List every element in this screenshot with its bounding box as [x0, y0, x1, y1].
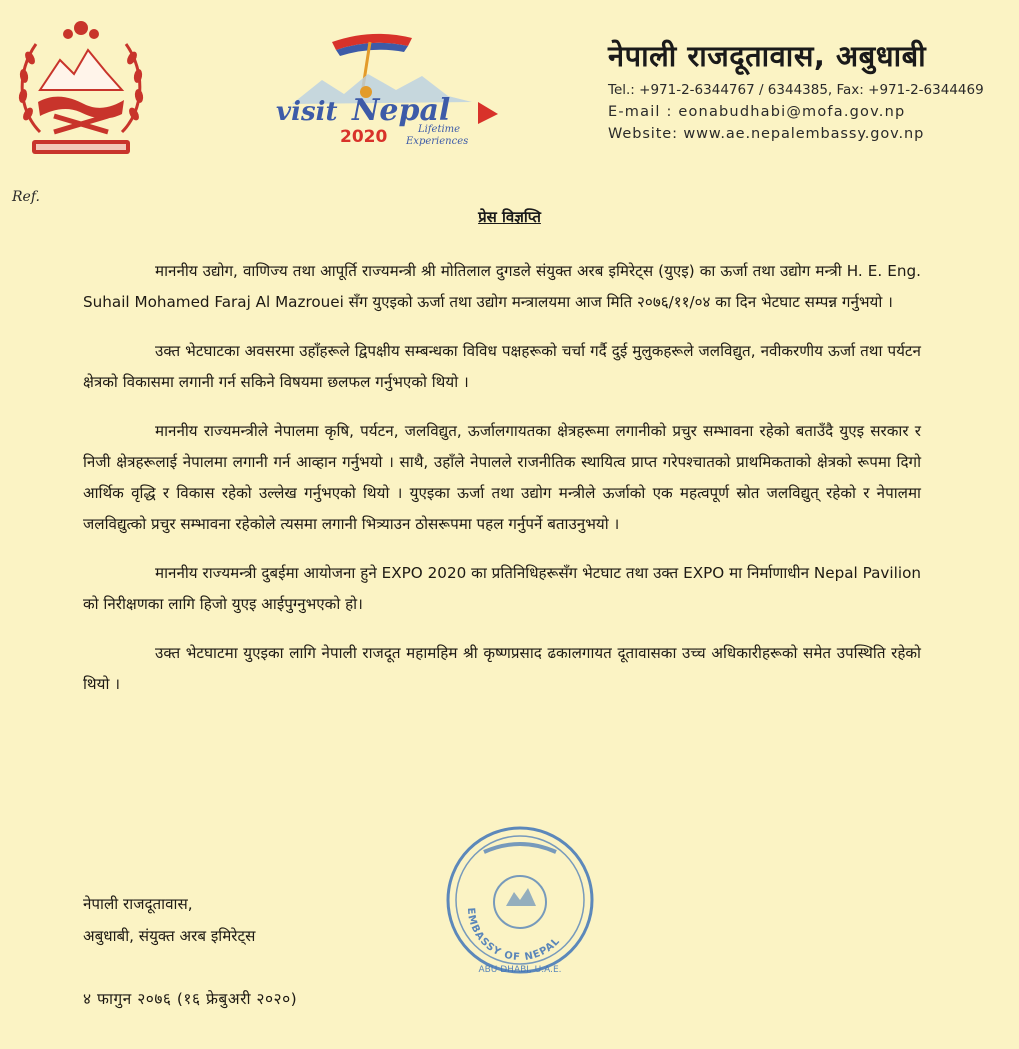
- embassy-header: [608, 36, 1008, 145]
- stamp-text-city: ABU DHABI, U.A.E.: [478, 965, 562, 975]
- paragraph-2: उक्त भेटघाटका अवसरमा उहाँहरूले द्विपक्षीय सम्बन्धका विविध पक्षहरूको चर्चा गर्दै दुई मुलुकहरूले जलविद्युत, नवीकरणीय ऊर्जा तथा पर्यटन क्षेत्रको विकासमा लगानी गर्न सकिने विषयमा छलफल गर्नुभएको थियो ।: [83, 342, 921, 391]
- paragraph-3: माननीय राज्यमन्त्रीले नेपालमा कृषि, पर्यटन, जलविद्युत, ऊर्जालगायतका क्षेत्रहरूमा लगानीको प्रचुर सम्भावना रहेको बताउँदै युएइ सरकार र निजी क्षेत्रहरूलाई नेपालमा लगानी गर्न आव्हान गर्नुभयो । साथै, उहाँले नेपालले राजनीतिक स्थायित्व प्राप्त गरेपश्चातको प्राथमिकताको क्षेत्रको रूपमा दिगो आर्थिक वृद्धि र विकास रहेको उल्लेख गर्नुभएको थियो । युएइका ऊर्जा तथा उद्योग मन्त्रीले ऊर्जाको एक महत्वपूर्ण स्रोत जलविद्युत् रहेको र नेपालमा जलविद्युत्को प्रचुर सम्भावना रहेकोले त्यसमा लगानी भित्र्याउन ठोसरूपमा पहल गर्नुपर्ने बताउनुभयो ।: [83, 422, 921, 533]
- release-date: ४ फागुन २०७६ (१६ फ्रेबुअरी २०२०): [83, 990, 298, 1008]
- embassy-phone-fax: Tel.: +971-2-6344767 / 6344385, Fax: +971-2-6344469: [608, 82, 984, 98]
- svg-text:EMBASSY OF NEPAL: [465, 907, 563, 963]
- logo-year-text: 2020: [340, 127, 388, 147]
- logo-nepal-text: Nepal: [352, 93, 451, 128]
- visit-nepal-2020-logo-icon: [272, 24, 508, 150]
- signature-block: [83, 888, 255, 952]
- embassy-email: E-mail : eonabudhabi@mofa.gov.np: [608, 104, 906, 120]
- logo-tagline-2: Experiences: [406, 136, 469, 147]
- paragraph-5: उक्त भेटघाटमा युएइका लागि नेपाली राजदूत महामहिम श्री कृष्णप्रसाद ढकालगायत दूतावासका उच्च अधिकारीहरूको समेत उपस्थिति रहेको थियो ।: [83, 644, 921, 693]
- logo-tagline-1: Lifetime: [418, 124, 461, 135]
- ref-label: Ref.: [12, 189, 40, 205]
- logo-visit-text: visit: [276, 97, 338, 127]
- press-release-body: [83, 256, 921, 718]
- stamp-text-en: EMBASSY OF NEPAL: [464, 907, 563, 964]
- paragraph-4: माननीय राज्यमन्त्री दुबईमा आयोजना हुने EXPO 2020 का प्रतिनिधिहरूसँग भेटघाट तथा उक्त EXPO मा निर्माणाधीन Nepal Pavilion को निरीक्षणका लागि हिजो युएइ आईपुग्नुभएको हो।: [83, 564, 921, 613]
- signature-line-1: नेपाली राजदूतावास,: [83, 895, 193, 913]
- embassy-seal-stamp-icon: [440, 822, 600, 978]
- signature-line-2: अबुधाबी, संयुक्त अरब इमिरेट्स: [83, 927, 256, 945]
- embassy-name: नेपाली राजदूतावास, अबुधाबी: [608, 39, 927, 73]
- nepal-national-emblem-icon: [10, 14, 152, 164]
- paragraph-1: माननीय उद्योग, वाणिज्य तथा आपूर्ति राज्यमन्त्री श्री मोतिलाल दुगडले संयुक्त अरब इमिरेट्स (युएइ) का ऊर्जा तथा उद्योग मन्त्री H. E. Eng. Suhail Mohamed Faraj Al Mazrouei सँग युएइको ऊर्जा तथा उद्योग मन्त्रालयमा आज मिति २०७६/११/०४ का दिन भेटघाट सम्पन्न गर्नुभयो ।: [83, 262, 921, 311]
- page-title: प्रेस विज्ञप्ति: [478, 208, 541, 226]
- embassy-website: Website: www.ae.nepalembassy.gov.np: [608, 126, 925, 142]
